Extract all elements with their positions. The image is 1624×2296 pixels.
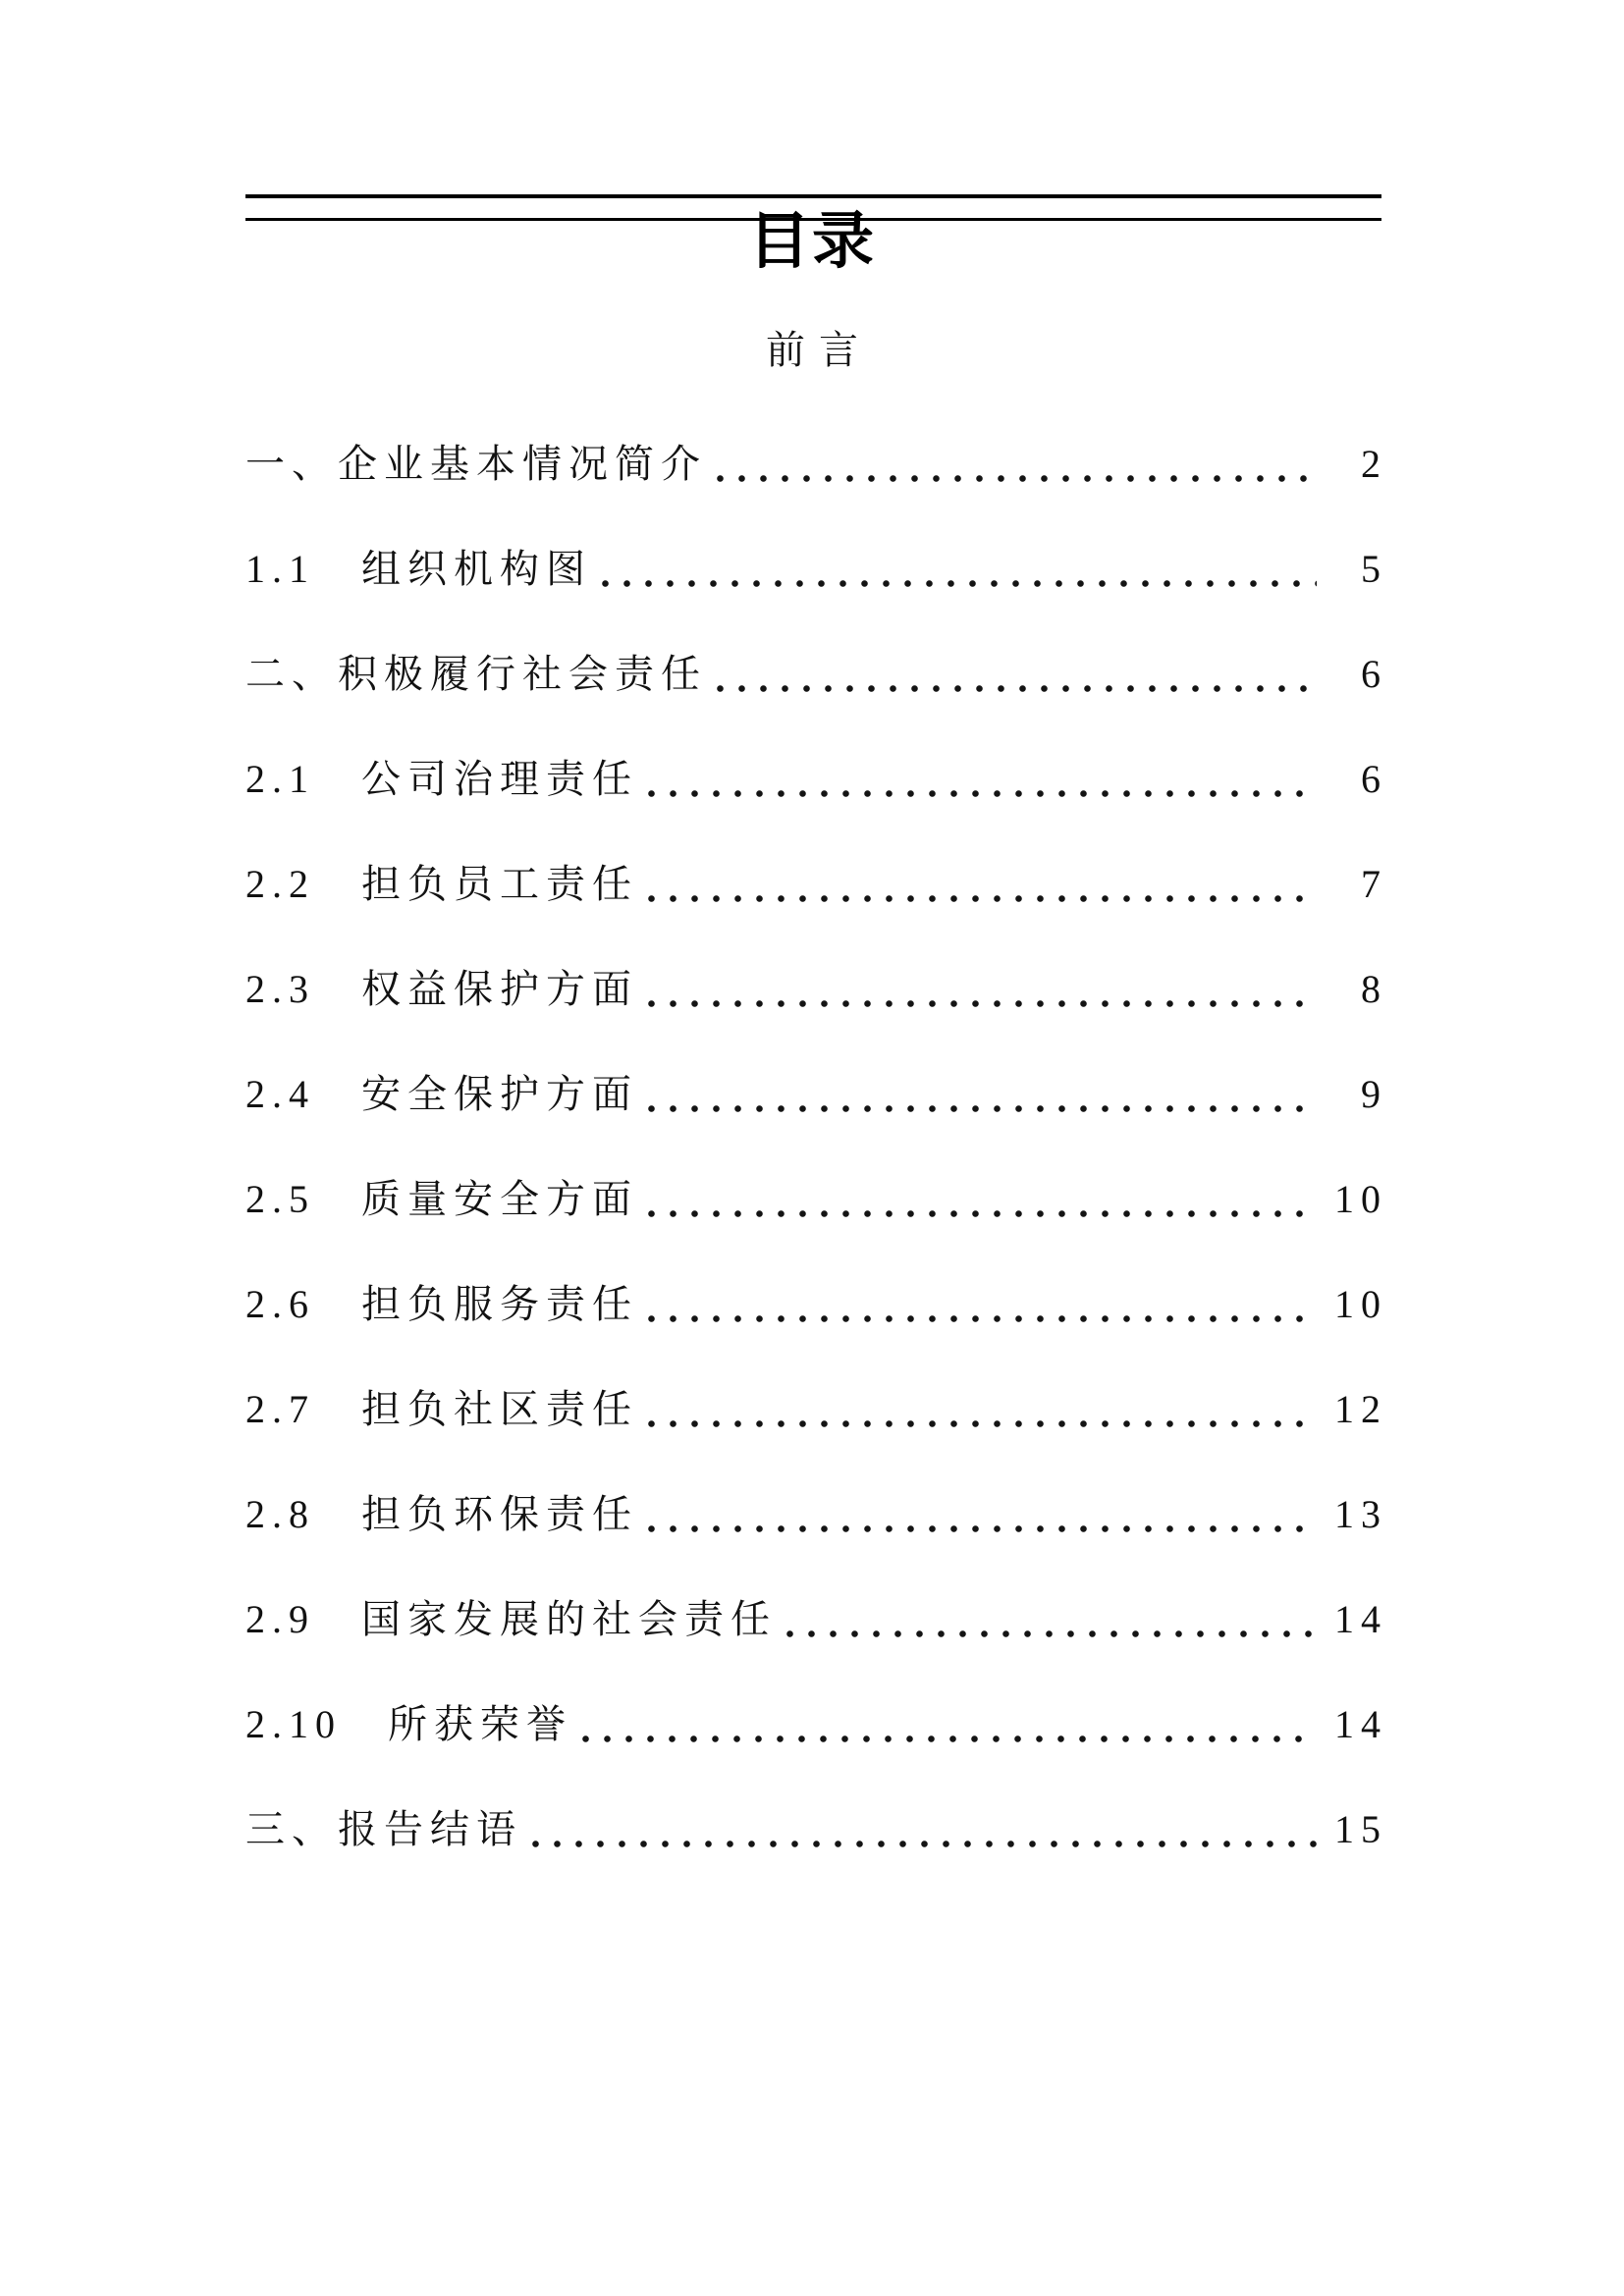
toc-entry-page-number: 13 [1334, 1492, 1387, 1536]
toc-entry-page-number: 5 [1361, 547, 1387, 591]
dot-leader [592, 547, 1332, 592]
toc-entry-label: 2.1 公司治理责任 [245, 757, 638, 801]
dot-leader [777, 1597, 1332, 1642]
toc-entry[interactable] [245, 442, 1387, 547]
toc-entry-label: 2.4 安全保护方面 [245, 1072, 638, 1116]
table-of-contents [245, 442, 1387, 1912]
toc-entry[interactable] [245, 1072, 1387, 1177]
toc-entry-label: 2.5 质量安全方面 [245, 1177, 638, 1221]
dot-leader [707, 652, 1332, 697]
dot-leader [572, 1702, 1332, 1747]
toc-entry-label: 三、报告结语 [245, 1807, 522, 1851]
toc-entry[interactable] [245, 652, 1387, 757]
toc-entry-label: 一、企业基本情况简介 [245, 442, 707, 486]
toc-entry-page-number: 10 [1334, 1282, 1387, 1326]
dot-leader [638, 862, 1332, 907]
dot-leader [707, 442, 1332, 487]
toc-entry-label: 2.8 担负环保责任 [245, 1492, 638, 1536]
toc-entry[interactable] [245, 862, 1387, 967]
toc-entry-page-number: 12 [1334, 1387, 1387, 1431]
toc-entry[interactable] [245, 1492, 1387, 1597]
toc-entry[interactable] [245, 967, 1387, 1072]
toc-entry-page-number: 15 [1334, 1807, 1387, 1851]
toc-entry-label: 1.1 组织机构图 [245, 547, 592, 591]
toc-entry[interactable] [245, 757, 1387, 862]
toc-entry-page-number: 2 [1361, 442, 1387, 486]
toc-entry-page-number: 14 [1334, 1597, 1387, 1641]
header-rule-top [245, 194, 1381, 198]
toc-entry[interactable] [245, 1597, 1387, 1702]
toc-entry[interactable] [245, 1282, 1387, 1387]
toc-entry-page-number: 14 [1334, 1702, 1387, 1746]
dot-leader [638, 1387, 1332, 1432]
dot-leader [638, 967, 1332, 1012]
toc-entry-page-number: 7 [1361, 862, 1387, 906]
toc-entry[interactable] [245, 547, 1387, 652]
toc-entry-page-number: 6 [1361, 652, 1387, 696]
page-subtitle: 前言 [766, 328, 872, 372]
toc-entry-page-number: 6 [1361, 757, 1387, 801]
toc-entry[interactable] [245, 1177, 1387, 1282]
toc-entry-label: 2.3 权益保护方面 [245, 967, 638, 1011]
dot-leader [638, 757, 1332, 802]
dot-leader [638, 1072, 1332, 1117]
dot-leader [638, 1492, 1332, 1537]
dot-leader [638, 1282, 1332, 1327]
toc-entry[interactable] [245, 1387, 1387, 1492]
toc-entry-label: 2.7 担负社区责任 [245, 1387, 638, 1431]
dot-leader [522, 1807, 1332, 1852]
toc-entry-page-number: 8 [1361, 967, 1387, 1011]
toc-entry-page-number: 10 [1334, 1177, 1387, 1221]
page-title: 目录 [748, 207, 876, 276]
toc-entry[interactable] [245, 1807, 1387, 1912]
toc-entry-label: 2.6 担负服务责任 [245, 1282, 638, 1326]
toc-entry-page-number: 9 [1361, 1072, 1387, 1116]
toc-entry-label: 2.2 担负员工责任 [245, 862, 638, 906]
dot-leader [638, 1177, 1332, 1222]
toc-entry-label: 二、积极履行社会责任 [245, 652, 707, 696]
toc-entry-label: 2.10 所获荣誉 [245, 1702, 572, 1746]
toc-entry-label: 2.9 国家发展的社会责任 [245, 1597, 777, 1641]
toc-entry[interactable] [245, 1702, 1387, 1807]
